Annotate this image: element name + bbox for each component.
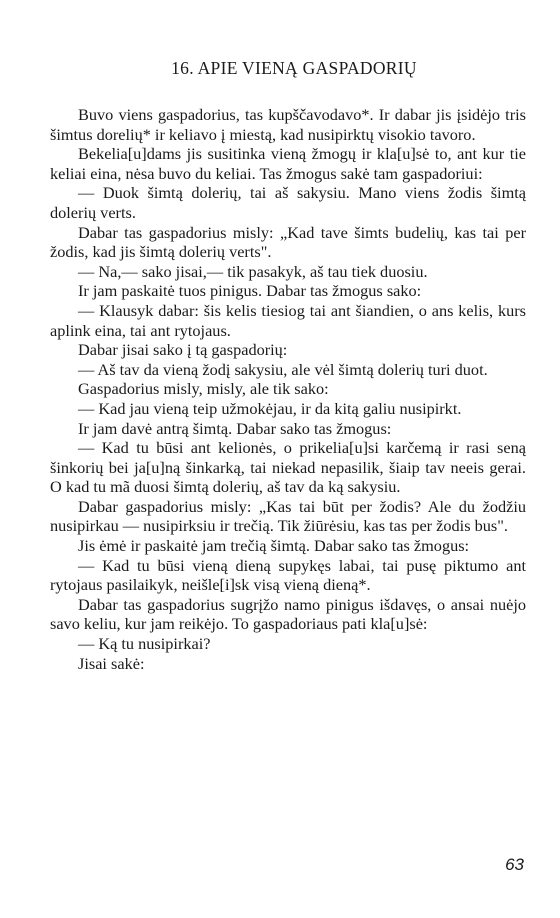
paragraph: Dabar tas gaspadorius misly: „Kad tave šimts budelių, kas tai per žodis, kad jis šimtą dolerių verts". (50, 222, 526, 262)
paragraph: Bekelia[u]dams jis susitinka vieną žmogų ir kla[u]sė to, ant kur tie keliai eina, nėsa buvo du keliai. Tas žmogus sakė tam gaspadoriui: (50, 144, 526, 183)
paragraph: Dabar jisai sako į tą gaspadorių: (78, 340, 288, 360)
chapter-title: 16. APIE VIENĄ GASPADORIŲ (171, 58, 417, 78)
page-number: 63 (505, 855, 524, 874)
paragraph: — Klausyk dabar: šis kelis tiesiog tai ant šiandien, o ans kelis, kurs aplink eina, tai ant rytojaus. (50, 300, 526, 340)
paragraph: — Duok šimtą dolerių, tai aš sakysiu. Mano viens žodis šimtą dolerių verts. (50, 183, 526, 222)
paragraph: Ir jam paskaitė tuos pinigus. Dabar tas žmogus sako: (78, 281, 422, 301)
paragraph: — Aš tav da vieną žodį sakysiu, ale vėl šimtą dolerių turi duot. (78, 359, 488, 379)
paragraph: — Na,— sako jisai,— tik pasakyk, aš tau tiek duosiu. (78, 261, 428, 281)
paragraph: Dabar gaspadorius misly: „Kas tai būt per žodis? Ale du žodžiu nusipirkau — nusipirksiu ir trečią. Tik žiūrėsiu, kas tas per žodis bus". (50, 496, 526, 536)
paragraph: — Kad tu būsi ant kelionės, o prikelia[u]si karčemą ir rasi seną šinkorių bei ja[u]ną šinkarką, tai niekad nepasilik, šiaip tav neeis gerai. O kad tu mã duosi šimtą dolerių, aš tav da ką sakysiu. (50, 438, 526, 497)
paragraph: Ir jam davė antrą šimtą. Dabar sako tas žmogus: (78, 418, 392, 438)
paragraph: Jisai sakė: (78, 653, 145, 673)
paragraph: Jis ėmė ir paskaitė jam trečią šimtą. Dabar sako tas žmogus: (78, 536, 470, 556)
paragraph: — Ką tu nusipirkai? (78, 634, 211, 654)
chapter-text (50, 105, 526, 673)
paragraph: Gaspadorius misly, misly, ale tik sako: (78, 379, 329, 399)
paragraph: — Kad tu būsi vieną dieną supykęs labai, tai pusę piktumo ant rytojaus pasilaikyk, neišle[i]sk visą vieną dieną*. (50, 555, 526, 595)
paragraph: — Kad jau vieną teip užmokėjau, ir da kitą galiu nusipirkt. (78, 398, 462, 418)
paragraph: Buvo viens gaspadorius, tas kupščavodavo*. Ir dabar jis įsidėjo tris šimtus dorelių* ir keliavo į miestą, kad nusipirktų visokio tavoro. (50, 105, 526, 144)
paragraph: Dabar tas gaspadorius sugrįžo namo pinigus išdavęs, o ansai nuėjo savo keliu, kur jam reikėjo. To gaspadoriaus pati kla[u]sė: (50, 594, 526, 634)
